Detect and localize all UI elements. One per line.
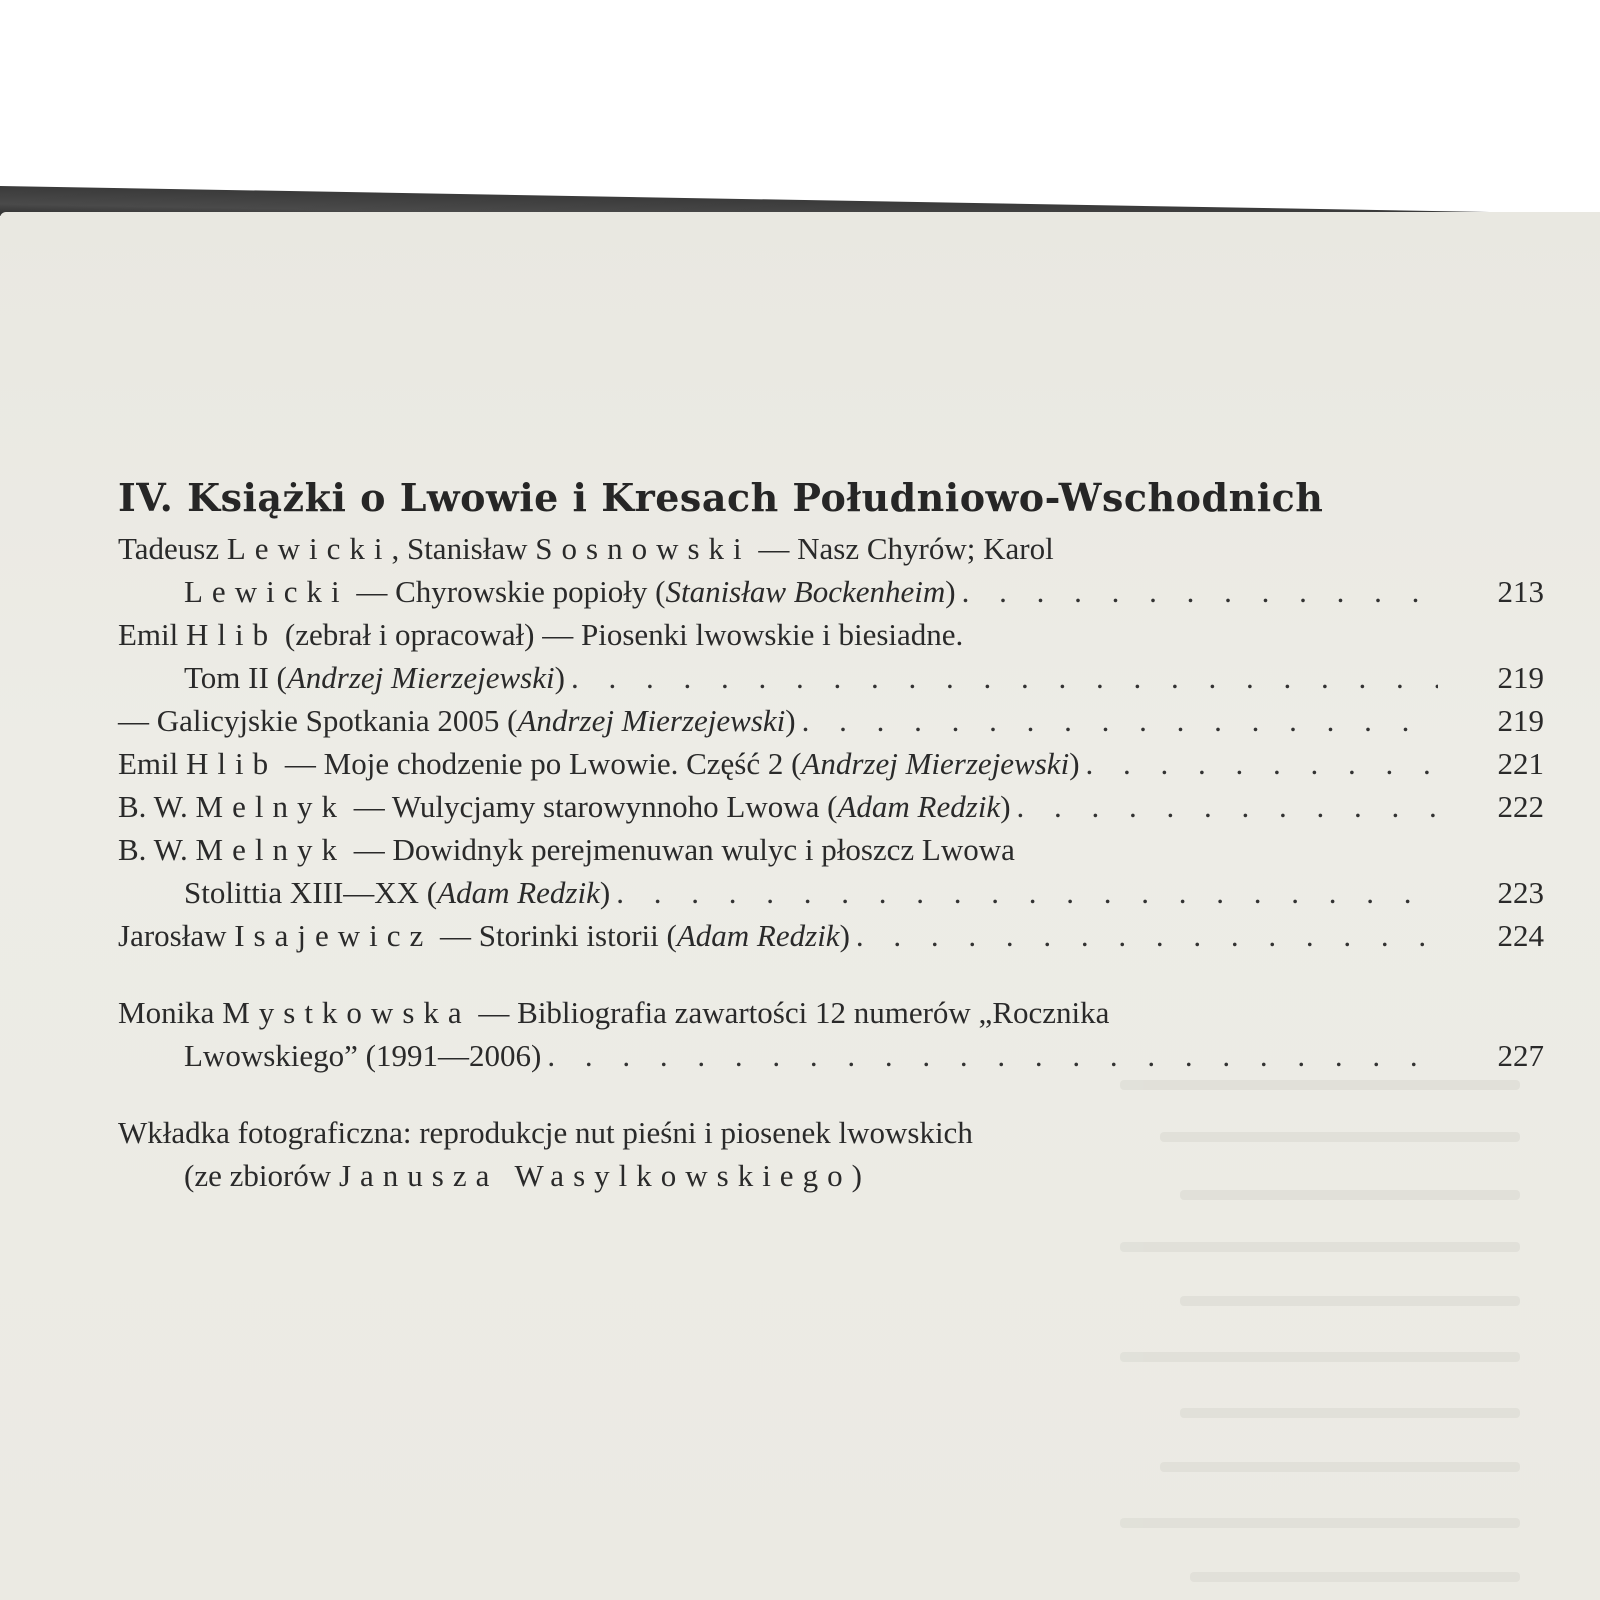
entry-line (118, 656, 1558, 699)
page-number: 223 (1497, 874, 1544, 910)
entry-line (118, 871, 1558, 914)
author-surname: Isajewicz (234, 917, 433, 953)
page-number: 227 (1497, 1037, 1544, 1073)
table-of-contents (118, 475, 1558, 1197)
entry-text: Jarosław Isajewicz — Storinki istorii (Adam Redzik) (118, 917, 850, 953)
toc-entry (118, 785, 1558, 828)
entry-text: Emil Hlib (zebrał i opracował) — Piosenki lwowskie i biesiadne. (118, 616, 964, 652)
entry-line (118, 699, 1558, 742)
page-number: 221 (1497, 745, 1544, 781)
dot-leader (616, 871, 1438, 914)
entry-text: Stolittia XIII—XX (Adam Redzik) (184, 874, 611, 910)
toc-entry-bibliography (118, 991, 1558, 1077)
entry-line (118, 991, 1558, 1034)
entry-line (118, 613, 1558, 656)
dot-leader (547, 1034, 1438, 1077)
reviewer-name: Adam Redzik (676, 917, 840, 953)
dot-leader (802, 699, 1438, 742)
collector-name: Janusza Wasylkowskiego (338, 1157, 852, 1193)
entry-line (118, 742, 1558, 785)
entry-line (118, 527, 1408, 570)
toc-entry (118, 742, 1558, 785)
entry-text: Wkładka fotograficzna: reprodukcje nut pieśni i piosenek lwowskich (118, 1114, 973, 1150)
toc-entry (118, 914, 1558, 957)
page-number: 222 (1497, 788, 1544, 824)
entry-line (118, 828, 1558, 871)
page-number: 219 (1497, 659, 1544, 695)
toc-entry (118, 699, 1558, 742)
dot-leader (1017, 785, 1438, 828)
spacer (118, 1077, 1558, 1111)
entry-text: Monika Mystkowska — Bibliografia zawartości 12 numerów „Rocznika (118, 994, 1110, 1030)
toc-entry (118, 527, 1558, 613)
author-surname: Mystkowska (222, 994, 471, 1030)
entry-text: Lwowskiego” (1991—2006) (184, 1037, 542, 1073)
author-surname: Hlib (186, 745, 278, 781)
entry-text: B. W. Melnyk — Dowidnyk perejmenuwan wulyc i płoszcz Lwowa (118, 831, 1015, 867)
reviewer-name: Adam Redzik (837, 788, 1001, 824)
entry-line (118, 1111, 1558, 1154)
entry-line (118, 785, 1558, 828)
entry-text: (ze zbiorów Janusza Wasylkowskiego) (184, 1157, 862, 1193)
entry-line (118, 570, 1558, 613)
reviewer-name: Stanisław Bockenheim (665, 573, 946, 609)
page-number: 219 (1497, 702, 1544, 738)
dot-leader (571, 656, 1438, 699)
author-surname: Lewicki (226, 530, 392, 566)
dot-leader (962, 570, 1438, 613)
reviewer-name: Adam Redzik (437, 874, 600, 910)
toc-entry (118, 613, 1558, 699)
spacer (118, 957, 1558, 991)
page-number: 224 (1497, 917, 1544, 953)
section-title: IV. Książki o Lwowie i Kresach Południowo-Wschodnich (118, 475, 1324, 520)
author-surname: Lewicki (184, 573, 349, 609)
toc-entry (118, 828, 1558, 914)
entry-text: Emil Hlib — Moje chodzenie po Lwowie. Część 2 (Andrzej Mierzejewski) (118, 745, 1080, 781)
reviewer-name: Andrzej Mierzejewski (801, 745, 1070, 781)
toc-entry-photo-insert (118, 1111, 1558, 1197)
author-surname: Hlib (186, 616, 278, 652)
reviewer-name: Andrzej Mierzejewski (517, 702, 786, 738)
author-surname: Melnyk (195, 831, 346, 867)
entry-text: Tom II (Andrzej Mierzejewski) (184, 659, 565, 695)
page-number: 213 (1497, 573, 1544, 609)
entry-text: — Galicyjskie Spotkania 2005 (Andrzej Mierzejewski) (118, 702, 796, 738)
reviewer-name: Andrzej Mierzejewski (286, 659, 555, 695)
entry-line (118, 914, 1558, 957)
dot-leader (1086, 742, 1438, 785)
entry-text: Tadeusz Lewicki, Stanisław Sosnowski — Nasz Chyrów; Karol (118, 530, 1054, 566)
dot-leader (856, 914, 1438, 957)
author-surname: Sosnowski (535, 530, 751, 566)
entry-text: Lewicki — Chyrowskie popioły (Stanisław Bockenheim) (184, 573, 956, 609)
entry-line (118, 1154, 1558, 1197)
entry-text: B. W. Melnyk — Wulycjamy starowynnoho Lwowa (Adam Redzik) (118, 788, 1011, 824)
author-surname: Melnyk (195, 788, 346, 824)
entry-line (118, 1034, 1558, 1077)
